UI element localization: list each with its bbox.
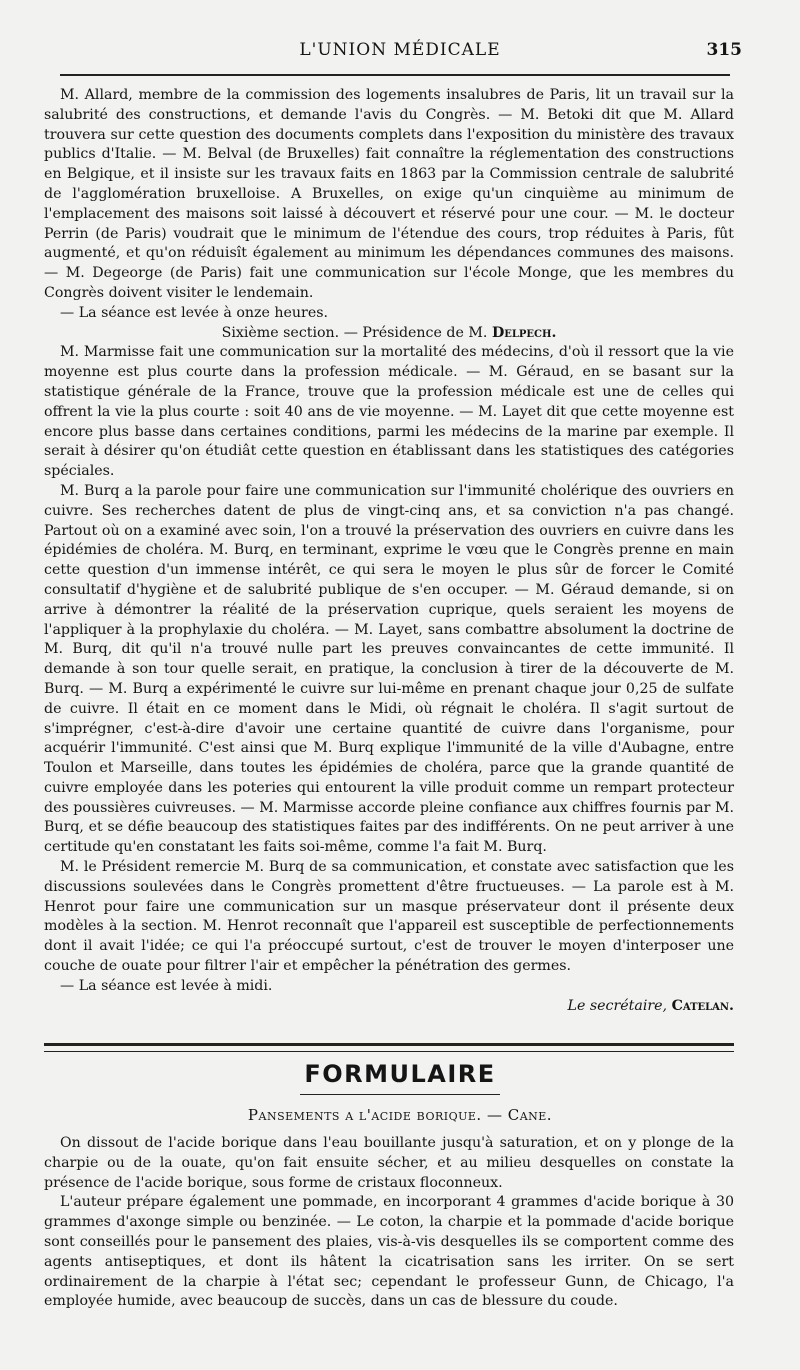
paragraph-seance-close-1: — La séance est levée à onze heures.: [60, 304, 329, 321]
section-heading: [44, 324, 734, 344]
formulaire-title: FORMULAIRE: [304, 1060, 496, 1088]
header-rule: [60, 74, 730, 76]
paragraph-seance-close-2: — La séance est levée à midi.: [60, 977, 273, 994]
paragraph-marmisse: M. Marmisse fait une communication sur la mortalité des médecins, d'où il ressort que la vie moyenne est plus courte dans la profession médicale. — M. Géraud, en se basant sur la statistique générale de la France, trouve que la profession médicale est une de celles qui offrent la vie la plus courte : soit 40 ans de vie moyenne. — M. Layet dit que cette moyenne est encore plus basse dans certaines conditions, parmi les médecins de la marine par exemple. Il serait à désirer qu'on étudiât cette question en établissant dans les statistiques des catégories spéciales.: [44, 344, 734, 480]
signature: [44, 997, 734, 1017]
section-divider: [44, 1043, 734, 1052]
paragraph-president: M. le Président remercie M. Burq de sa communication, et constate avec satisfaction que les discussions soulevées dans le Congrès promettent d'être fructueuses. — La parole est à M. Henrot pour faire une communication sur un masque préservateur dont il présente deux modèles à la section. M. Henrot reconnaît que l'appareil est susceptible de perfectionnements dont il avait l'idée; ce qui l'a préoccupé surtout, c'est de trouver le moyen d'interposer une couche de ouate pour filtrer l'air et empêcher la pénétration des germes.: [44, 859, 734, 975]
journal-title: L'UNION MÉDICALE: [299, 40, 501, 60]
recipe-paragraph-2: L'auteur prépare également une pommade, en incorporant 4 grammes d'acide borique à 30 grammes d'axonge simple ou benzinée. — Le coton, la charpie et la pommade d'acide borique sont conseillés pour le pansement des plaies, vis-à-vis desquelles ils se comportent comme des agents antiseptiques, et dont ils hâtent la cicatrisation sans les irriter. On se sert ordinairement de la charpie à l'état sec; cependant le professeur Gunn, de Chicago, l'a employée humide, avec beaucoup de succès, dans un cas de blessure du coude.: [44, 1194, 734, 1310]
section-heading-text: Sixième section. — Présidence de M.: [221, 324, 492, 341]
recipe-paragraph-1: On dissout de l'acide borique dans l'eau bouillante jusqu'à saturation, et on y plonge de la charpie ou de la ouate, qu'on fait ensuite sécher, et au milieu desquelles on constate la présence de l'acide borique, sous forme de cristaux floconneux.: [44, 1135, 734, 1191]
running-head: [0, 40, 800, 64]
formulaire-underline: [300, 1094, 500, 1095]
paragraph-allard: M. Allard, membre de la commission des logements insalubres de Paris, lit un travail sur la salubrité des constructions, et demande l'avis du Congrès. — M. Betoki dit que M. Allard trouvera sur cette question des documents complets dans l'exposition du ministère des travaux publics d'Italie. — M. Belval (de Bruxelles) fait connaître la réglementation des constructions en Belgique, et il insiste sur les travaux faits en 1863 par la Commission centrale de salubrité de l'agglomération bruxelloise. A Bruxelles, on exige qu'un cinquième au minimum de l'emplacement des maisons soit laissé à découvert et réservé pour une cour. — M. le docteur Perrin (de Paris) voudrait que le minimum de l'étendue des cours, trop réduites à Paris, fût augmenté, et qu'on réduisît également au minimum les dépendances communes des maisons. — M. Degeorge (de Paris) fait une communication sur l'école Monge, que les membres du Congrès doivent visiter le lendemain.: [44, 87, 734, 301]
formulaire-text: [44, 1134, 734, 1312]
signature-role: Le secrétaire,: [567, 997, 668, 1014]
page-number: 315: [706, 40, 742, 60]
signature-name: Catelan.: [671, 997, 734, 1014]
recipe-title: Pansements a l'acide borique. — Cane.: [247, 1106, 553, 1124]
section-president-name: Delpech.: [491, 324, 557, 341]
paragraph-burq: M. Burq a la parole pour faire une communication sur l'immunité cholérique des ouvriers en cuivre. Ses recherches datent de plus de vingt-cinq ans, et sa conviction n'a pas changé. Partout où on a examiné avec soin, l'on a trouvé la préservation des ouvriers en cuivre dans les épidémies de choléra. M. Burq, en terminant, exprime le vœu que le Congrès prenne en main cette question d'un immense intérêt, ce qui sera le moyen le plus sûr de forcer le Comité consultatif d'hygiène et de salubrité publique de s'en occuper. — M. Géraud demande, si on arrive à démontrer la réalité de la préservation cuprique, quels seraient les moyens de l'appliquer à la prophylaxie du choléra. — M. Layet, sans combattre absolument la doctrine de M. Burq, dit qu'il n'a trouvé nulle part les preuves convaincantes de cette immunité. Il demande à son tour quelle serait, en pratique, la conclusion à tirer de la découverte de M. Burq. — M. Burq a expérimenté le cuivre sur lui-même en prenant chaque jour 0,25 de sulfate de cuivre. Il était en ce moment dans le Midi, où régnait le choléra. Il s'agit surtout de s'imprégner, c'est-à-dire d'avoir une certaine quantité de cuivre dans l'organisme, pour acquérir l'immunité. C'est ainsi que M. Burq explique l'immunité de la ville d'Aubagne, entre Toulon et Marseille, dans toutes les épidémies de choléra, parce que la grande quantité de cuivre employée dans les poteries qui entourent la ville produit comme un rempart protecteur des poussières cuivreuses. — M. Marmisse accorde pleine confiance aux chiffres fournis par M. Burq, et se défie beaucoup des statistiques faites par des indifférents. On ne peut arriver à une certitude qu'en constatant les faits soi-même, comme l'a fait M. Burq.: [44, 482, 734, 856]
proceedings-text: [44, 86, 734, 1016]
